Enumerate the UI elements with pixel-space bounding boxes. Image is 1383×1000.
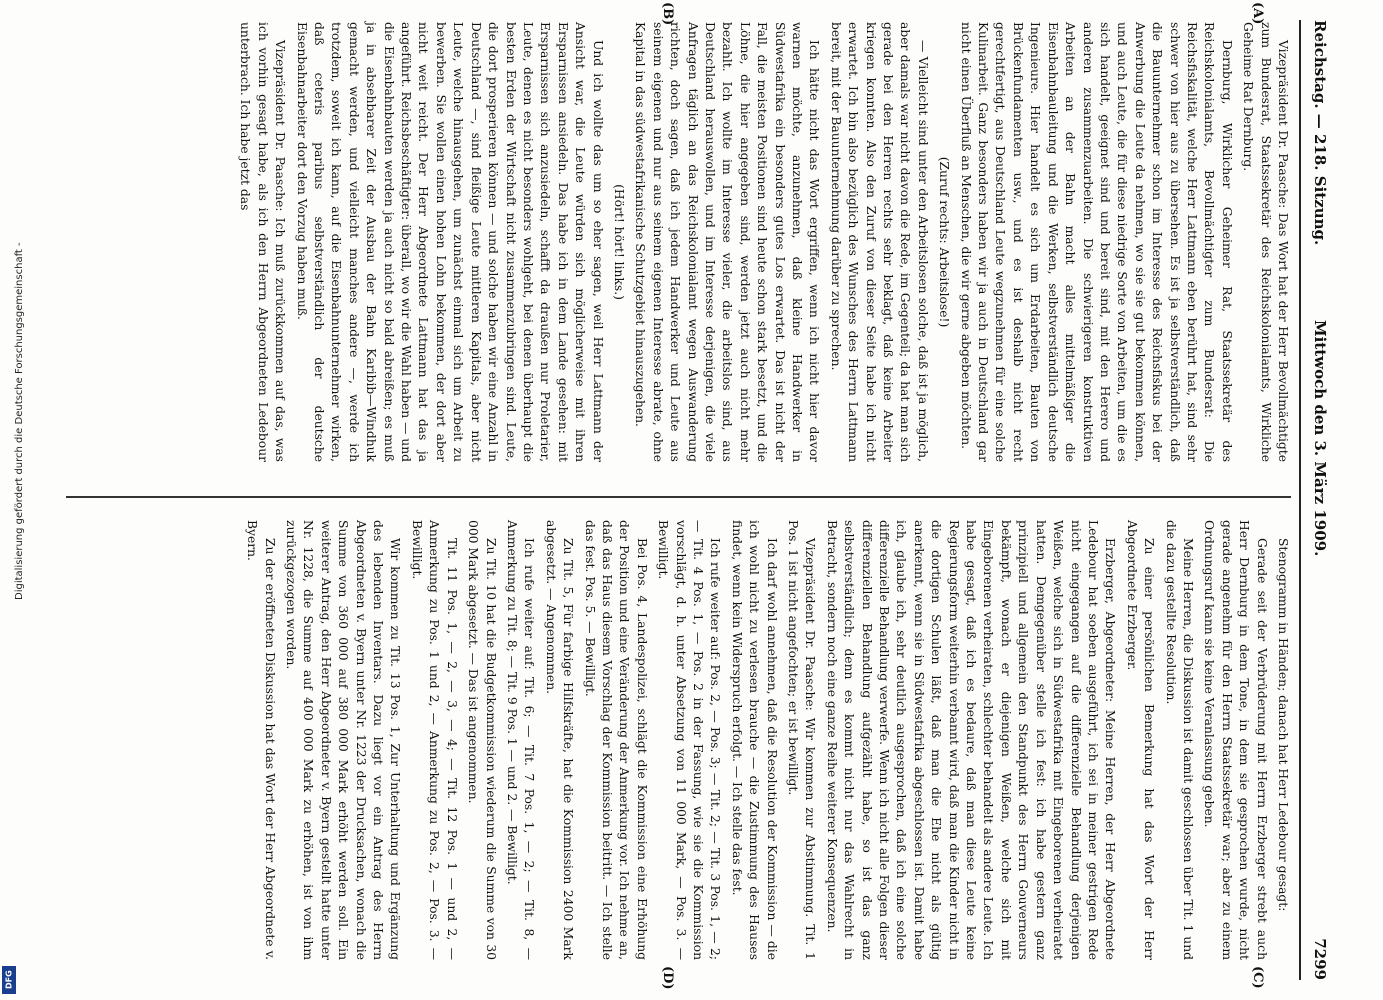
paragraph: Zu Tit. 10 hat die Budgetkommission wiederum die Summe von 30 000 Mark abgesetzt. — Das ist angenommen. <box>466 520 498 960</box>
dfg-logo: DFG <box>2 966 16 994</box>
interjection: (Hört! hört! links.) <box>611 184 626 300</box>
right-text-column <box>239 520 1291 960</box>
paragraph: Wir kommen zu Tit. 13 Pos. 1, Zur Unterhaltung und Ergänzung des lebenden Inventars. Dazu liegt vor ein Antrag des Herrn Abgeordneten v. Byern unter Nr. 1223 der Drucksachen, wonach die Summe von 360 000 auf 380 000 Mark erhöht werden soll. Ein weiterer Antrag, den Herr Abgeordneter v. Byern gestellt hatte unter Nr. 1228, die Summe auf 400 000 Mark zu erhöhen, ist von ihm zurückgezogen worden. <box>284 520 403 960</box>
margin-marker-c: (C) <box>1250 966 1265 989</box>
paragraph: — Vielleicht sind unter den Arbeitslosen solche, daß ist ja möglich, aber damals war nicht davon die Rede, im Gegenteil; da hat man sich gerade bei den Herren rechts sehr beklagt, daß keine Arbeiter kriegen konnten. Also den Zuruf von dieser Seite habe ich nicht erwartet. Ich bin also bezüglich des Wunsches des Herrn Lattmann bereit, mit der Bauunternehmung darüber zu sprechen. <box>828 22 930 462</box>
quoted-passage: Gerade seit der Verbrüderung mit Herrn Erzberger strebt auch Herr Dernburg in dem Tone, in dem sie gesprochen wurde, nicht gerade angenehm für den Herrn Staatssekretär war; aber zu einem Ordnungsruf kann sie keine Veranlassung geben. <box>1202 520 1269 960</box>
paragraph: Vizepräsident Dr. Paasche: Das Wort hat der Herr Bevollmächtigte zum Bundesrat, Staatssekretär des Reichskolonialamts, Wirkliche Geheime Rat Dernburg. <box>1241 22 1290 462</box>
paragraph: Zu der eröffneten Diskussion hat das Wort der Herr Abgeordnete v. Byern. <box>245 520 277 960</box>
paragraph: Ich rufe weiter auf: Pos. 2, — Pos. 3; — Tit. 2; — Tit. 3 Pos. 1, — 2; — Tit. 4 Pos. 1, — Pos. 2 in der Fassung, wie sie die Kommission vorschlägt, d. h. unter Absetzung von 11 000 Mark, — Pos. 3. — Bewilligt. <box>656 520 723 960</box>
paragraph: Vizepräsident Dr. Paasche: Wir kommen zur Abstimmung. Tit. 1 Pos. 1 ist nicht angefochten; er ist bewilligt. <box>786 520 818 960</box>
column-divider <box>66 496 1291 498</box>
paragraph: Meine Herren, die Diskussion ist damit geschlossen über Tit. 1 und die dazu gestellte Resolution. <box>1163 520 1195 960</box>
paragraph: Dernburg, Wirklicher Geheimer Rat, Staatssekretär des Reichskolonialamts, Bevollmächtigter zum Bundesrat: Die Reichsfiskalität, welche Herr Lattmann eben berührt hat, sind sehr schwer von hier aus zu übersehen. Es ist ja selbstverständlich, daß die Bauunternehmer schon im Interesse des Reichsfiskus bei der Anwerbung die Leute da nehmen, wo sie sie gut bekommen können, und auch Leute, die für diese niedrige Sorte von Arbeiten, um die es sich handelt, geeignet sind und bereit sind, mit den Herero und anderen zusammenzuarbeiten. Die schwierigeren konstruktiven Arbeiten an der Bahn macht alles mittelmäßiger die Eisenbahnbauleitung und die Werken, selbstverständlich deutsche Ingenieure. Hier handelt es sich um Erdarbeiten, Bauten von Brückenfundamenten usw., und es ist deshalb nicht recht gerechtfertigt, aus Deutschland Leute wegzunehmen für eine solche Kulinarbeit. Ganz besonders haben wir ja auch in Deutschland gar nicht einen Überfluß an Menschen, die wir gerne abgeben möchten. <box>958 22 1234 462</box>
paragraph: Zu Tit. 5, Für farbige Hilfskräfte, hat die Kommission 2400 Mark abgesetzt. — Angenommen. <box>543 520 576 960</box>
paragraph: Vizepräsident Dr. Paasche: Ich muß zurückkommen auf das, was ich vorhin gesagt habe, als ich den Herrn Abgeordneten Ledebour unterbrach. Ich habe jetzt das <box>238 22 288 462</box>
paragraph: Stenogramm in Händen; danach hat Herr Ledebour gesagt: <box>1276 538 1290 912</box>
interjection: (Zuruf rechts: Arbeitslose!) <box>937 156 952 328</box>
left-text-column <box>232 22 1291 462</box>
header-session: Reichstag. — 218. Sitzung. <box>1311 20 1329 246</box>
header-page-number: 7299 <box>1311 938 1329 980</box>
rotated-page-content <box>55 0 1335 1000</box>
paragraph: Tit. 11 Pos. 1, — 2, — 3, — 4; — Tit. 12 Pos. 1 — und 2, — Anmerkung zu Pos. 1 und 2, — Anmerkung zu Pos. 2, — Pos. 3. — Bewilligt. <box>409 520 459 960</box>
paragraph: Ich darf wohl annehmen, daß die Resolution der Kommission — die ich wohl nicht zu verlesen brauche — die Zustimmung des Hauses findet, wenn kein Widerspruch erfolgt. — Ich stelle das fest. <box>729 520 779 960</box>
margin-marker-a: (A) <box>1250 2 1265 25</box>
paragraph: Zu einer persönlichen Bemerkung hat das Wort der Herr Abgeordnete Erzberger. <box>1124 520 1157 960</box>
margin-marker-d: (D) <box>660 966 675 990</box>
margin-marker-b: (B) <box>660 2 675 26</box>
paragraph: Erzberger, Abgeordneter: Meine Herren, der Herr Abgeordnete Ledebour hat soeben ausgeführt, ich sei in meiner gestrigen Rede nicht eingegangen auf die differenzielle Behandlung derjenigen Weißen, welche sich in Südwestafrika mit Eingeborenen verheiratet hatten. Demgegenüber stelle ich fest: ich habe gestern ganz prinzipiell und allgemein den Standpunkt des Herrn Gouverneurs bekämpft, wonach er diejenigen Weißen, welche sich mit Eingeborenen verheiraten, schlechter behandelt als andere Leute. Ich habe gesagt, daß ich es bedaure, daß man diese Leute keine Regierungsform weiterhin verbannt wird, daß man die Kinder nicht in die dortigen Schulen läßt, daß man die Ehe nicht als gültig anerkennt, wenn sie in Südwestafrika abgeschlossen ist. Damit habe ich, glaube ich, sehr deutlich ausgesprochen, daß ich eine solche differenzielle Behandlung verwerfe. Wenn ich nicht alle Folgen dieser differenziellen Behandlung aufgezählt habe, so ist das ganz selbstverständlich; denn es kommt nicht nur das Wahlrecht in Betracht, sondern noch eine ganze Reihe weiterer Konsequenzen. <box>824 520 1118 960</box>
digitization-credit: Digitalisierung gefördert durch die Deutsche Forschungsgemeinschaft - <box>14 242 25 600</box>
paragraph: Ich rufe weiter auf: Tit. 6; — Tit. 7 Pos. 1, — 2; — Tit. 8, — Anmerkung zu Tit. 8; — Tit. 9 Pos. 1 — und 2. — Bewilligt. <box>504 520 537 960</box>
page-header <box>1299 20 1335 980</box>
paragraph: Ich hätte nicht das Wort ergriffen, wenn ich nicht hier davor warnen möchte, anzunehmen, daß kleine Handwerker in Südwestafrika ein besonders gutes Los erwartet. Das ist nicht der Fall, die meisten Positionen sind heute schon stark besetzt, und die Löhne, die hier angegeben sind, werden jetzt auch nicht mehr bezahlt. Ich wollte im Interesse vieler, die arbeitslos sind, aus Deutschland herauswollen, und im Interesse derjenigen, die viele Anfragen täglich an das Reichskolonialamt wegen Auswanderung richten, doch sagen, daß ich jedem Handwerker und Leute aus seinem eigenen und nur aus seinem eigenen Interesse abrate, ohne Kapital in das südwestafrikanische Schutzgebiet hinauszugehen. <box>633 22 822 462</box>
header-date: Mittwoch den 3. März 1909. <box>1311 320 1329 557</box>
paragraph: Und ich wollte das um so eher sagen, weil Herr Lattmann der Ansicht war, die Leute würden sich möglicherweise mit ihren Ersparnissen ansiedeln. Das habe ich in dem Lande gesehen: mit Ersparnissen sich anzusiedeln, schafft da draußen nur Proletarier, Leute, denen es nicht besonders wohlgeht, bei denen überhaupt die besten Erden der Wirtschaft nicht zusammenzubringen sind. Leute, die dort prosperieren können — und solche haben wir eine Anzahl in Deutschland —, sind fleißige Leute mittleren Kapitals, aber nicht Leute, welche hinausgehen, um zunächst einmal sich um Arbeit zu bewerben. Sie wollen einen hohen Lohn bekommen, der dort aber nicht weit reicht. Der Herr Abgeordnete Lattmann hat das ja angeführt. Reichsbeschäftigter: überall, wo wir die Wahl haben — und die Eisenbahnbauten werden ja auch nicht so bald abreißen; es muß ja in absehbarer Zeit der Ausbau der Bahn Karibib—Windhuk gemacht werden, und vielleicht manches andere —, werde ich trotzdem, soweit ich kann, auf die Eisenbahnunternehmer wirken, daß ceteris paribus selbstverständlich der deutsche Eisenbahnarbeiter dort den Vorzug haben muß. <box>294 22 605 462</box>
paragraph: Bei Pos. 4, Landespolizei, schlägt die Kommission eine Erhöhung der Position und eine Veränderung der Anmerkung vor. Ich nehme an, daß das Haus diesem Vorschlag der Kommission beitritt. — Ich stelle das fest. Pos. 5. — Bewilligt. <box>582 520 649 960</box>
